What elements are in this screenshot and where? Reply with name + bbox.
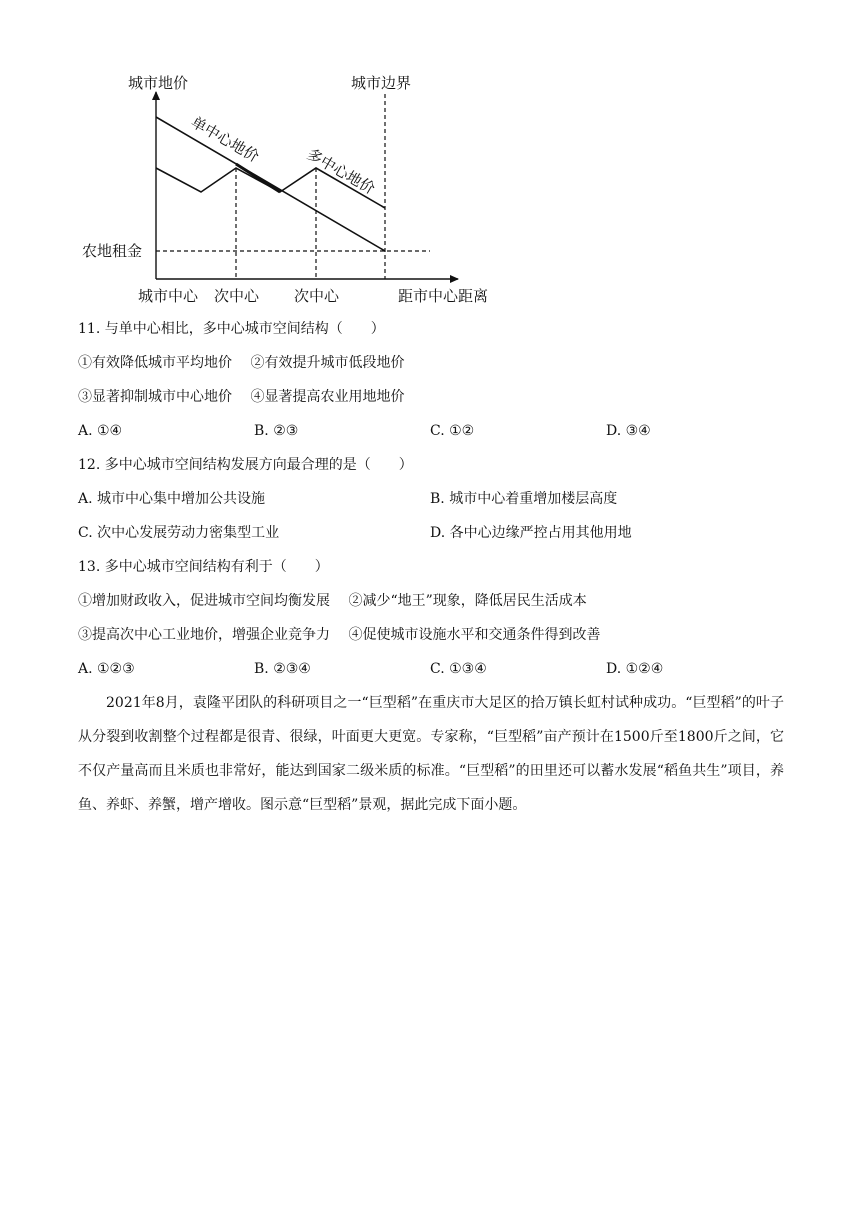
q12-option-a[interactable]: A. 城市中心集中增加公共设施 — [78, 491, 266, 507]
x-label-city-center: 城市中心 — [138, 287, 199, 305]
x-label-sub-center-2: 次中心 — [294, 287, 340, 305]
x-axis-label: 距市中心距离 — [398, 287, 489, 305]
land-price-diagram — [70, 62, 520, 312]
q13-choices-row2: ③提高次中心工业地价，增强企业竞争力 ④促使城市设施水平和交通条件得到改善 — [78, 627, 601, 643]
q12-option-d[interactable]: D. 各中心边缘严控占用其他用地 — [430, 525, 632, 541]
q11-stem: 11. 与单中心相比，多中心城市空间结构（ ） — [78, 321, 385, 337]
q13-option-c[interactable]: C. ①③④ — [430, 661, 487, 677]
q13-choices-row1: ①增加财政收入，促进城市空间均衡发展 ②减少“地王”现象，降低居民生活成本 — [78, 593, 587, 609]
land-price-chart-svg — [70, 62, 520, 312]
q13-option-a[interactable]: A. ①②③ — [78, 661, 135, 677]
q11-option-c[interactable]: C. ①② — [430, 423, 475, 439]
x-label-sub-center-1: 次中心 — [214, 287, 260, 305]
q12-option-c[interactable]: C. 次中心发展劳动力密集型工业 — [78, 525, 280, 541]
q13-stem: 13. 多中心城市空间结构有利于（ ） — [78, 559, 329, 575]
farmland-rent-label: 农地租金 — [82, 242, 143, 260]
q11-option-d[interactable]: D. ③④ — [606, 423, 651, 439]
passage-paragraph: 2021年8月，袁隆平团队的科研项目之一“巨型稻”在重庆市大足区的拾万镇长虹村试种成功。“巨型稻”的叶子从分裂到收割整个过程都是很青、很绿，叶面更大更宽。专家称，“巨型稻”亩产预计在1500斤至1800斤之间，它不仅产量高而且米质也非常好，能达到国家二级米质的标准。“巨型稻”的田里还可以蓄水发展“稻鱼共生”项目，养鱼、养虾、养蟹，增产增收。图示意“巨型稻”景观，据此完成下面小题。 — [78, 695, 784, 813]
city-boundary-label: 城市边界 — [351, 74, 412, 92]
q13-option-d[interactable]: D. ①②④ — [606, 661, 664, 677]
q11-option-a[interactable]: A. ①④ — [78, 423, 123, 439]
q12-option-b[interactable]: B. 城市中心着重增加楼层高度 — [430, 491, 618, 507]
single-center-label: 单中心地价 — [188, 112, 262, 166]
q12-stem: 12. 多中心城市空间结构发展方向最合理的是（ ） — [78, 457, 413, 473]
q11-option-b[interactable]: B. ②③ — [254, 423, 299, 439]
y-axis-label: 城市地价 — [128, 74, 189, 92]
q11-choices-row1: ①有效降低城市平均地价 ②有效提升城市低段地价 — [78, 355, 405, 371]
q11-choices-row2: ③显著抑制城市中心地价 ④显著提高农业用地地价 — [78, 389, 405, 405]
q13-option-b[interactable]: B. ②③④ — [254, 661, 311, 677]
multi-center-label: 多中心地价 — [304, 144, 378, 198]
overlap-segment — [236, 164, 280, 192]
